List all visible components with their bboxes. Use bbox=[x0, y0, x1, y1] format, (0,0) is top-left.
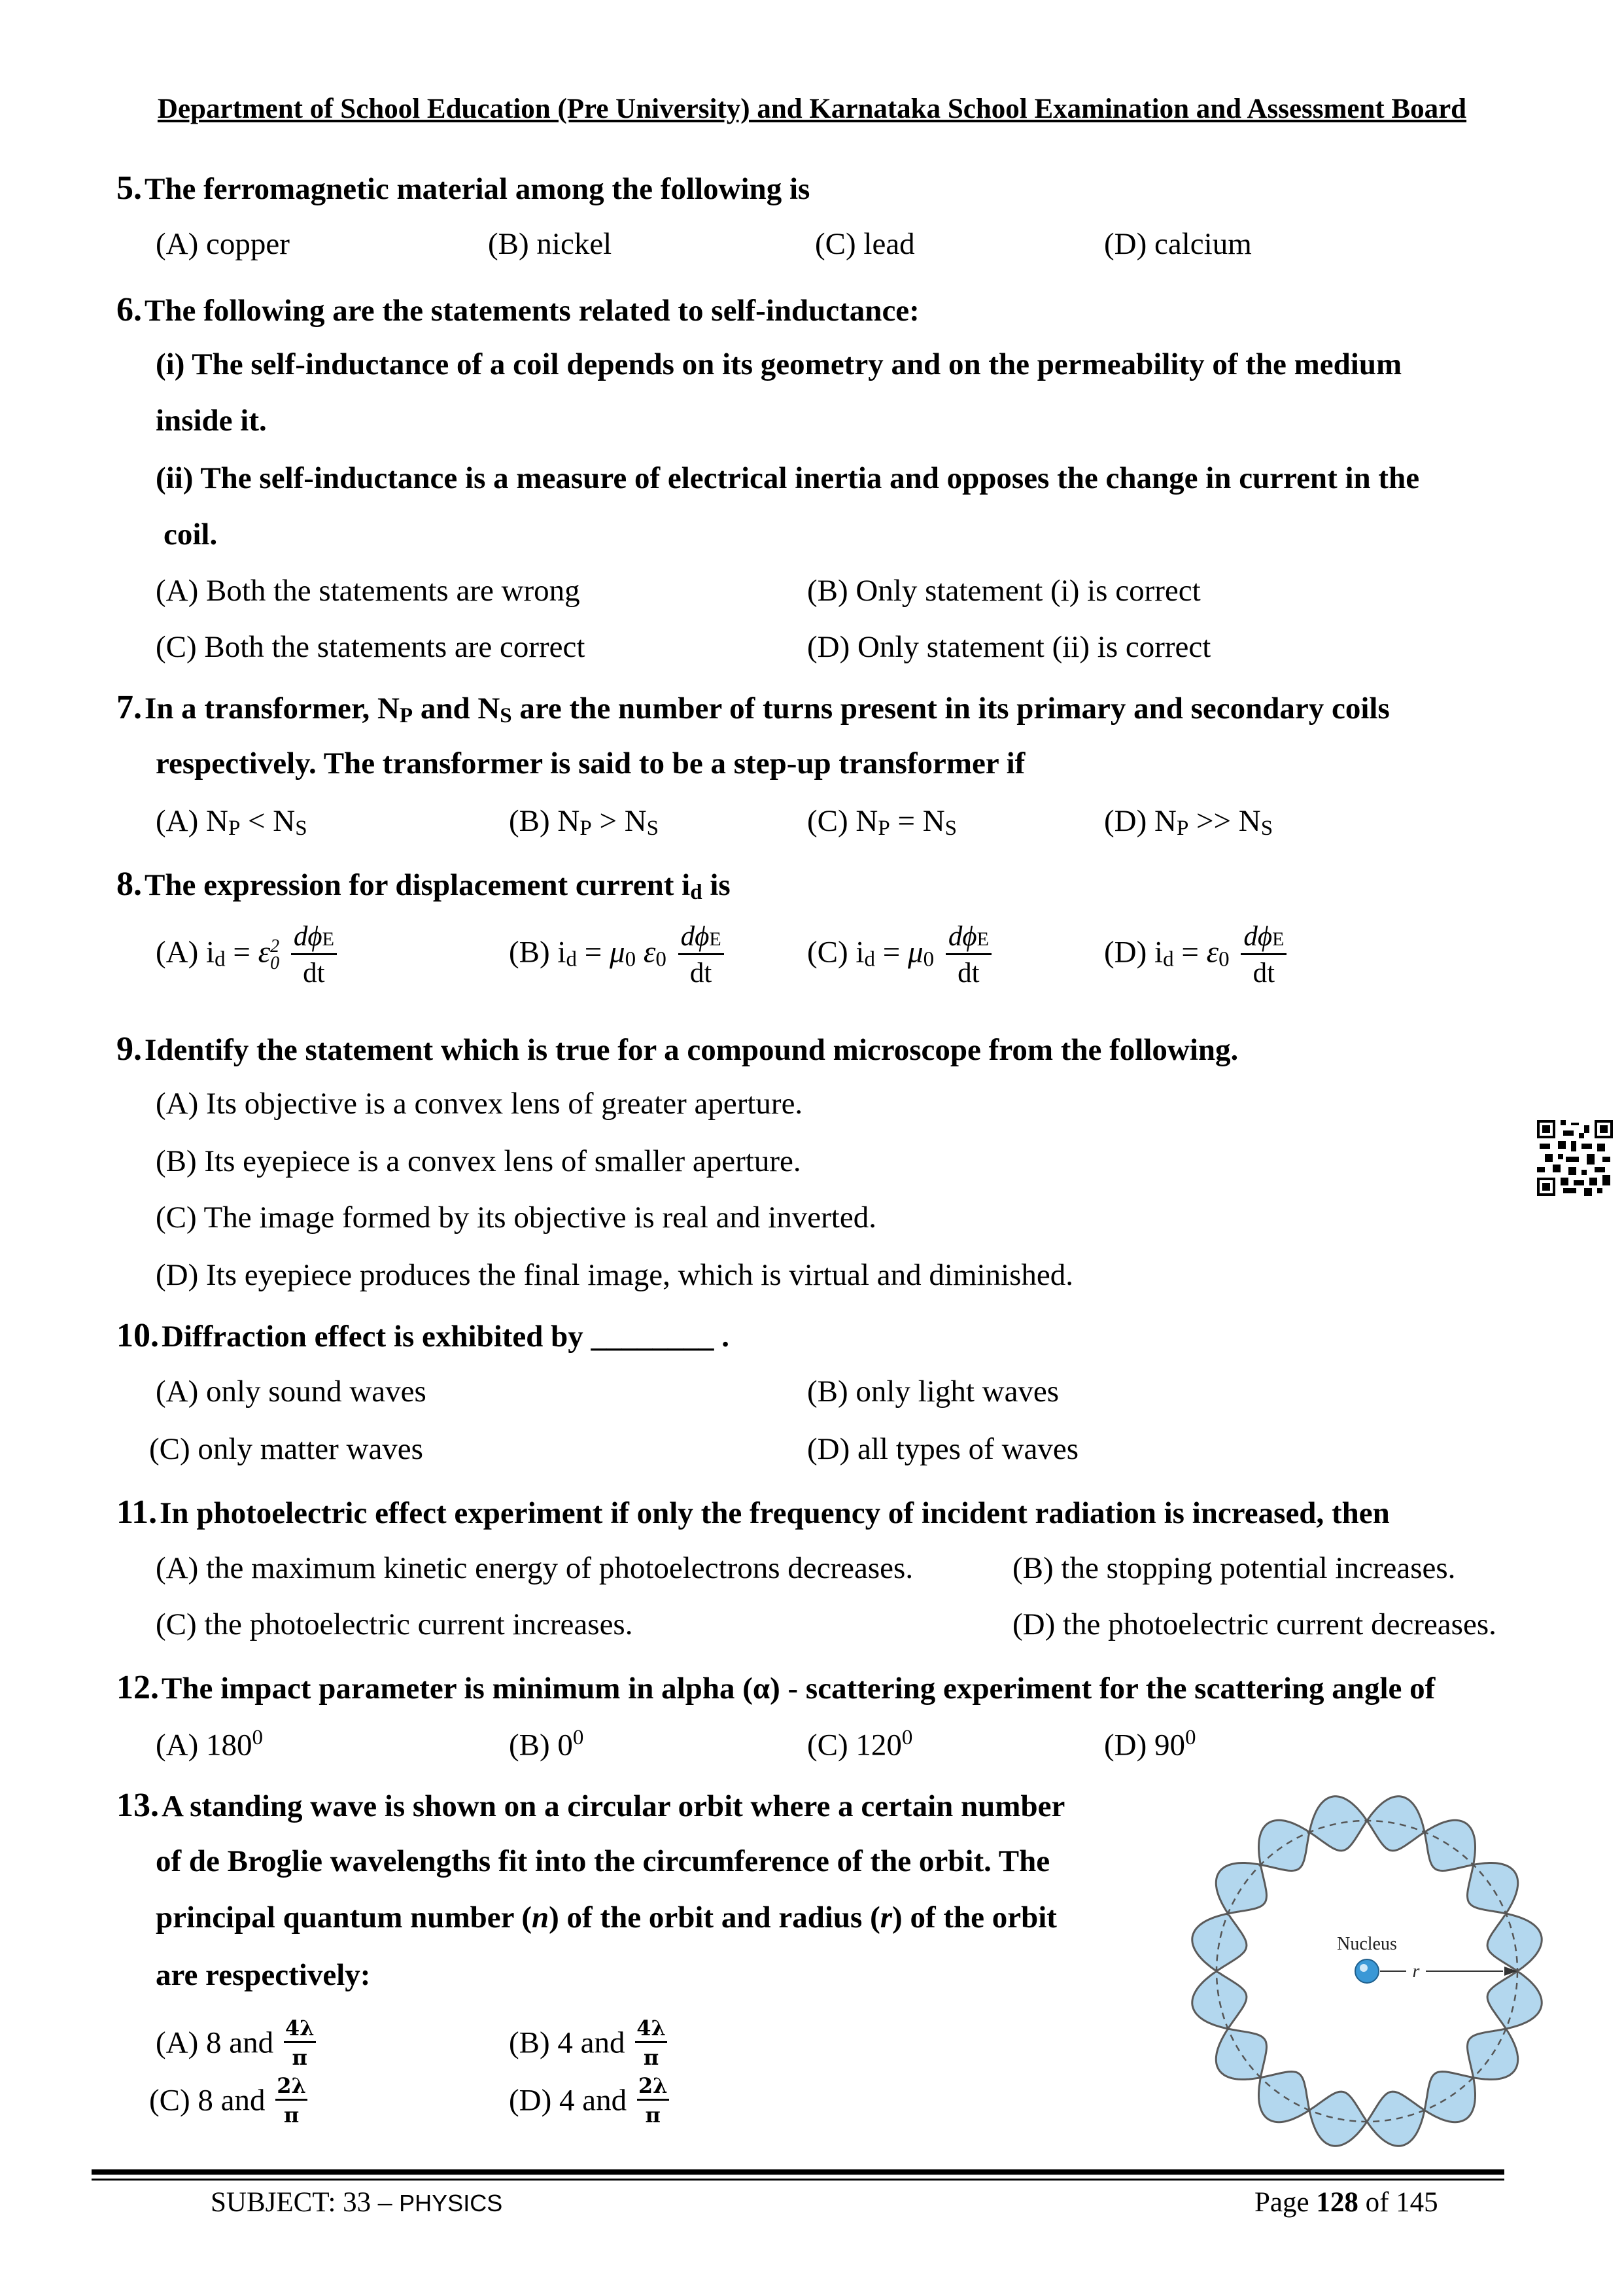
question-text-part: and N bbox=[413, 692, 500, 726]
nucleus-highlight bbox=[1360, 1964, 1368, 1972]
question-8: 8. The expression for displacement current id is bbox=[116, 866, 731, 904]
option-a: (A) $180^0$ bbox=[156, 1726, 263, 1762]
standing-wave-orbit-diagram bbox=[1184, 1786, 1550, 2159]
statement-1-line-1: (i) The self-inductance of a coil depends on its geometry and on the permeability of the medium bbox=[156, 347, 1402, 381]
question-number: 6. bbox=[116, 291, 142, 328]
option-a: (A) only sound waves bbox=[156, 1375, 426, 1409]
page-header: Department of School Education (Pre University) and Karnataka School Examination and Assessment Board bbox=[157, 94, 1467, 124]
nucleus-label: Nucleus bbox=[1337, 1934, 1397, 1954]
question-number: 11. bbox=[116, 1494, 158, 1531]
option-b: (B) id = μ0 ε0 $\frac{\text{dϕE}}{dt}$ bbox=[509, 922, 724, 987]
option-d: (D) all types of waves bbox=[807, 1432, 1079, 1466]
option-d: (D) id = ε0 $\frac{\text{dϕE}}{dt}$ bbox=[1104, 922, 1287, 987]
option-d: (D) Its eyepiece produces the final image, which is virtual and diminished. bbox=[156, 1258, 1074, 1292]
option-d: (D) NP >> NS bbox=[1104, 804, 1273, 840]
option-d: (D) 4 and $\frac{2\lambda}{\pi}$ bbox=[509, 2073, 668, 2128]
option-a: (A) NP < NS bbox=[156, 804, 307, 840]
option-b: (B) 4 and $\frac{4\lambda}{\pi}$ bbox=[509, 2016, 666, 2070]
question-text-line-1: A standing wave is shown on a circular orbit where a certain number bbox=[162, 1789, 1065, 1823]
question-text: The impact parameter is minimum in alpha (α) - scattering experiment for the scattering angle of bbox=[162, 1672, 1436, 1706]
option-b: (B) only light waves bbox=[807, 1375, 1060, 1409]
option-a: (A) Its objective is a convex lens of greater aperture. bbox=[156, 1087, 803, 1121]
option-b: (B) Only statement (i) is correct bbox=[807, 574, 1201, 608]
footer-rule-thin bbox=[92, 2179, 1504, 2181]
statement-2-line-1: (ii) The self-inductance is a measure of electrical inertia and opposes the change in current in the bbox=[156, 461, 1420, 495]
option-c: (C) Both the statements are correct bbox=[156, 630, 585, 664]
option-a: (A) Both the statements are wrong bbox=[156, 574, 580, 608]
question-text-line-4: are respectively: bbox=[156, 1958, 371, 1992]
footer-rule-thick bbox=[92, 2169, 1504, 2175]
footer-subject: SUBJECT: 33 – PHYSICS bbox=[211, 2187, 503, 2218]
question-text: The ferromagnetic material among the following is bbox=[145, 172, 810, 206]
question-number: 9. bbox=[116, 1030, 142, 1068]
question-7 bbox=[116, 688, 1390, 728]
option-b: (B) $0^0$ bbox=[509, 1726, 584, 1762]
option-d: (D) Only statement (ii) is correct bbox=[807, 630, 1211, 664]
question-number: 10. bbox=[116, 1317, 159, 1354]
option-c: (C) $120^0$ bbox=[807, 1726, 913, 1762]
option-a: (A) id = ε 2 0 $\frac{\text{dϕE}}{dt}$ bbox=[156, 922, 337, 987]
option-c: (C) the photoelectric current increases. bbox=[156, 1607, 633, 1641]
question-number: 13. bbox=[116, 1787, 159, 1824]
radius-label: r bbox=[1412, 1961, 1420, 1982]
question-text-part: In a transformer, N bbox=[145, 692, 400, 726]
statement-2-line-2: coil. bbox=[164, 517, 218, 552]
question-number: 12. bbox=[116, 1669, 159, 1706]
question-text: Diffraction effect is exhibited by ________ . bbox=[162, 1320, 730, 1354]
question-text-line-2: respectively. The transformer is said to be a step-up transformer if bbox=[156, 746, 1026, 780]
question-number: 8. bbox=[116, 866, 142, 903]
option-a: (A) the maximum kinetic energy of photoelectrons decreases. bbox=[156, 1551, 914, 1585]
option-c: (C) The image formed by its objective is real and inverted. bbox=[156, 1200, 876, 1235]
qr-code-icon bbox=[1537, 1120, 1613, 1196]
statement-1-line-2: inside it. bbox=[156, 404, 267, 438]
question-text-line-3: principal quantum number (n) of the orbit and radius (r) of the orbit bbox=[156, 1901, 1057, 1935]
question-10 bbox=[116, 1316, 729, 1355]
option-d: (D) calcium bbox=[1104, 227, 1252, 261]
question-9 bbox=[116, 1030, 1238, 1068]
option-b: (B) the stopping potential increases. bbox=[1012, 1551, 1456, 1585]
option-a: (A) copper bbox=[156, 227, 290, 261]
nucleus-icon bbox=[1355, 1959, 1379, 1983]
option-c: (C) lead bbox=[815, 227, 915, 261]
option-d: (D) the photoelectric current decreases. bbox=[1012, 1607, 1496, 1641]
question-text: Identify the statement which is true for a compound microscope from the following. bbox=[145, 1033, 1239, 1067]
question-5 bbox=[116, 169, 810, 207]
question-11 bbox=[116, 1493, 1390, 1532]
option-d: (D) $90^0$ bbox=[1104, 1726, 1196, 1762]
question-number: 7. bbox=[116, 689, 142, 726]
question-text-part: are the number of turns present in its primary and secondary coils bbox=[511, 692, 1390, 726]
option-c: (C) 8 and $\frac{2\lambda}{\pi}$ bbox=[149, 2073, 306, 2128]
question-text: In photoelectric effect experiment if only the frequency of incident radiation is increased, then bbox=[160, 1496, 1390, 1530]
question-13 bbox=[116, 1786, 1065, 1825]
footer-page-number: Page 128 of 145 bbox=[1254, 2187, 1438, 2218]
subscript: P bbox=[399, 704, 413, 727]
option-a: (A) 8 and $\frac{4\lambda}{\pi}$ bbox=[156, 2016, 315, 2070]
option-c: (C) only matter waves bbox=[149, 1432, 423, 1466]
option-b: (B) nickel bbox=[488, 227, 612, 261]
option-b: (B) NP > NS bbox=[509, 804, 659, 840]
subscript: S bbox=[500, 704, 512, 727]
question-text-line-2: of de Broglie wavelengths fit into the circumference of the orbit. The bbox=[156, 1844, 1050, 1878]
option-c: (C) id = μ0 $\frac{\text{dϕE}}{dt}$ bbox=[807, 922, 992, 987]
question-12 bbox=[116, 1668, 1435, 1707]
option-b: (B) Its eyepiece is a convex lens of smaller aperture. bbox=[156, 1144, 801, 1178]
option-c: (C) NP = NS bbox=[807, 804, 958, 840]
question-text: The following are the statements related to self-inductance: bbox=[145, 294, 920, 328]
question-6 bbox=[116, 290, 920, 329]
question-number: 5. bbox=[116, 169, 142, 207]
